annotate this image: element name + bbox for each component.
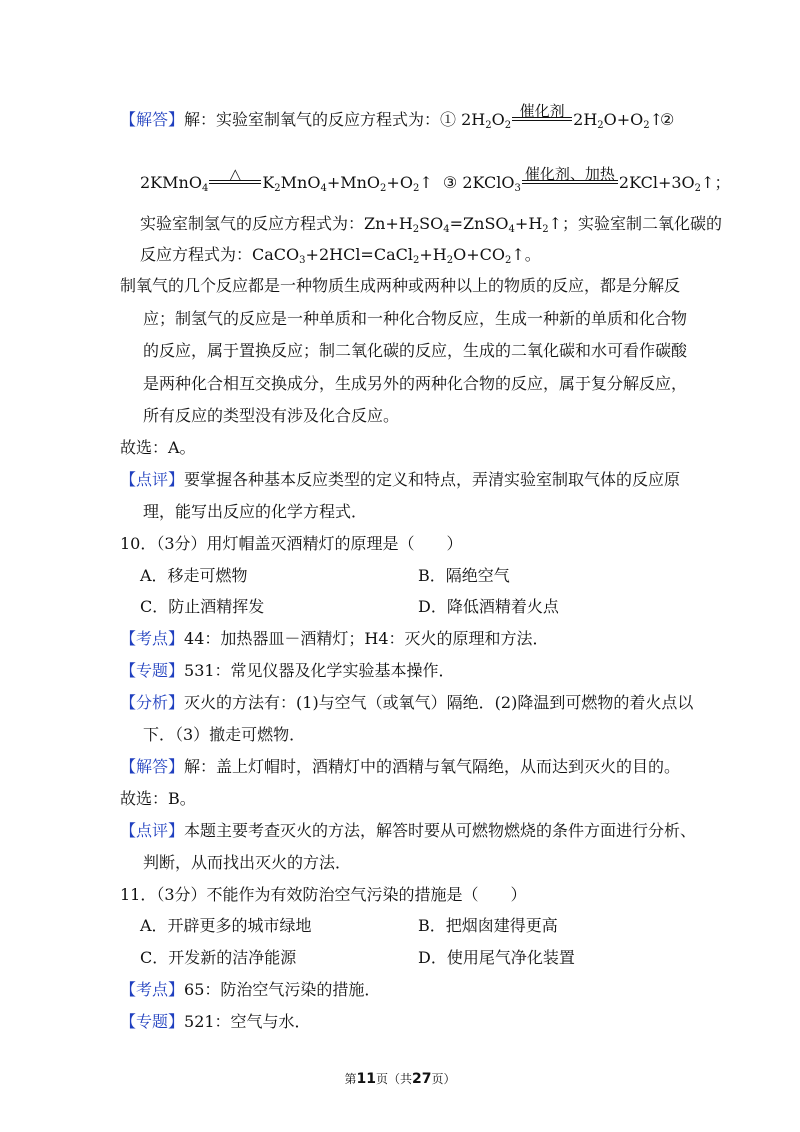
q11-zhuanti: 【专题】521：空气与水．	[120, 1012, 311, 1031]
fenxi-tag: 【分析】	[120, 693, 185, 712]
q10-fenxi-2: 下．（3）撤走可燃物．	[143, 725, 306, 744]
q11-option-d: D．使用尾气净化装置	[418, 948, 575, 967]
oxygen-equation-line	[120, 102, 664, 131]
comment-line: 【点评】要掌握各种基本反应类型的定义和特点，弄清实验室制取气体的反应原	[120, 470, 681, 489]
q10-zhuanti: 【专题】531：常见仪器及化学实验基本操作．	[120, 661, 455, 680]
equation-2: 2KMnO$_4$ △ $K_2MnO_4+MnO_2+O_2↑$	[140, 165, 433, 194]
q10-option-b: B．隔绝空气	[418, 566, 510, 585]
kaodian-tag: 【考点】	[120, 629, 185, 648]
q10-fenxi: 【分析】灭火的方法有：(1)与空气（或氧气）隔绝．(2)降温到可燃物的着火点以	[120, 693, 694, 712]
choose-answer-a: 故选：A。	[120, 438, 196, 457]
dianping-tag: 【点评】	[120, 821, 185, 840]
q11-option-a: A．开辟更多的城市绿地	[140, 916, 312, 935]
q10-jieda: 【解答】解：盖上灯帽时，酒精灯中的酒精与氧气隔绝，从而达到灭火的目的。	[120, 757, 681, 776]
eq-intro: 解：实验室制氧气的反应方程式为：①	[184, 110, 457, 129]
q10-option-c: C．防止酒精挥发	[140, 597, 265, 616]
analysis-paragraph-line: 应；制氢气的反应是一种单质和一种化合物反应，生成一种新的单质和化合物	[143, 309, 688, 328]
kaodian-tag: 【考点】	[120, 980, 185, 999]
page-footer: 第11页（共27页）	[344, 1071, 456, 1087]
co2-equation-line: 反应方程式为：$CaCO_3+2HCl=CaCl_2+H_2O+CO_2↑$。	[140, 245, 541, 266]
page-total: 27	[412, 1071, 432, 1087]
q10-dianping: 【点评】本题主要考查灭火的方法，解答时要从可燃物燃烧的条件方面进行分析、	[120, 821, 697, 840]
circle-two: ②	[660, 110, 675, 129]
analysis-paragraph-line: 是两种化合相互交换成分，生成另外的两种化合物的反应，属于复分解反应，	[143, 374, 688, 393]
circle-three: ③	[442, 173, 458, 192]
equation-2-3-line	[140, 165, 731, 194]
comment-line-2: 理，能写出反应的化学方程式．	[143, 502, 368, 521]
analysis-paragraph-line: 的反应，属于置换反应；制二氧化碳的反应，生成的二氧化碳和水可看作碳酸	[143, 341, 688, 360]
q11-kaodian: 【考点】65：防治空气污染的措施．	[120, 980, 381, 999]
zhuanti-tag: 【专题】	[120, 1012, 185, 1031]
page-number: 11	[356, 1071, 376, 1087]
equation-3: 2KClO$_3$ 催化剂、加热 $2KCl+3O_2↑$；	[462, 165, 731, 194]
q10-option-d: D．降低酒精着火点	[418, 597, 559, 616]
answer-tag: 【解答】	[120, 110, 185, 129]
q10-choose: 故选：B。	[120, 789, 196, 808]
analysis-paragraph-line: 制氧气的几个反应都是一种物质生成两种或两种以上的物质的反应，都是分解反	[120, 276, 681, 295]
q10-option-a: A．移走可燃物	[140, 566, 248, 585]
hydrogen-equation-line: 实验室制氢气的反应方程式为：$Zn+H_2SO_4=ZnSO_4+H_2↑$；实验室制二氧化碳的	[140, 214, 723, 235]
q11-option-c: C．开发新的洁净能源	[140, 948, 297, 967]
q10-kaodian: 【考点】44：加热器皿－酒精灯；H4：灭火的原理和方法．	[120, 629, 549, 648]
catalyst-condition: 催化剂	[512, 110, 572, 130]
q11-option-b: B．把烟囱建得更高	[418, 916, 558, 935]
analysis-paragraph-line: 所有反应的类型没有涉及化合反应。	[143, 406, 400, 425]
q10-dianping-2: 判断，从而找出灭火的方法．	[143, 853, 352, 872]
catalyst-heat-condition: 催化剂、加热	[522, 173, 618, 193]
jieda-tag: 【解答】	[120, 757, 185, 776]
comment-tag: 【点评】	[120, 470, 185, 489]
zhuanti-tag: 【专题】	[120, 661, 185, 680]
heat-condition: △	[209, 173, 261, 193]
equation-1: $2H_2O_2$ 催化剂 $2H_2O+O_2↑$	[461, 102, 664, 131]
q11-stem: 11．（3分）不能作为有效防治空气污染的措施是（ ）	[120, 885, 527, 904]
q10-stem: 10．（3分）用灯帽盖灭酒精灯的原理是（ ）	[120, 534, 463, 553]
